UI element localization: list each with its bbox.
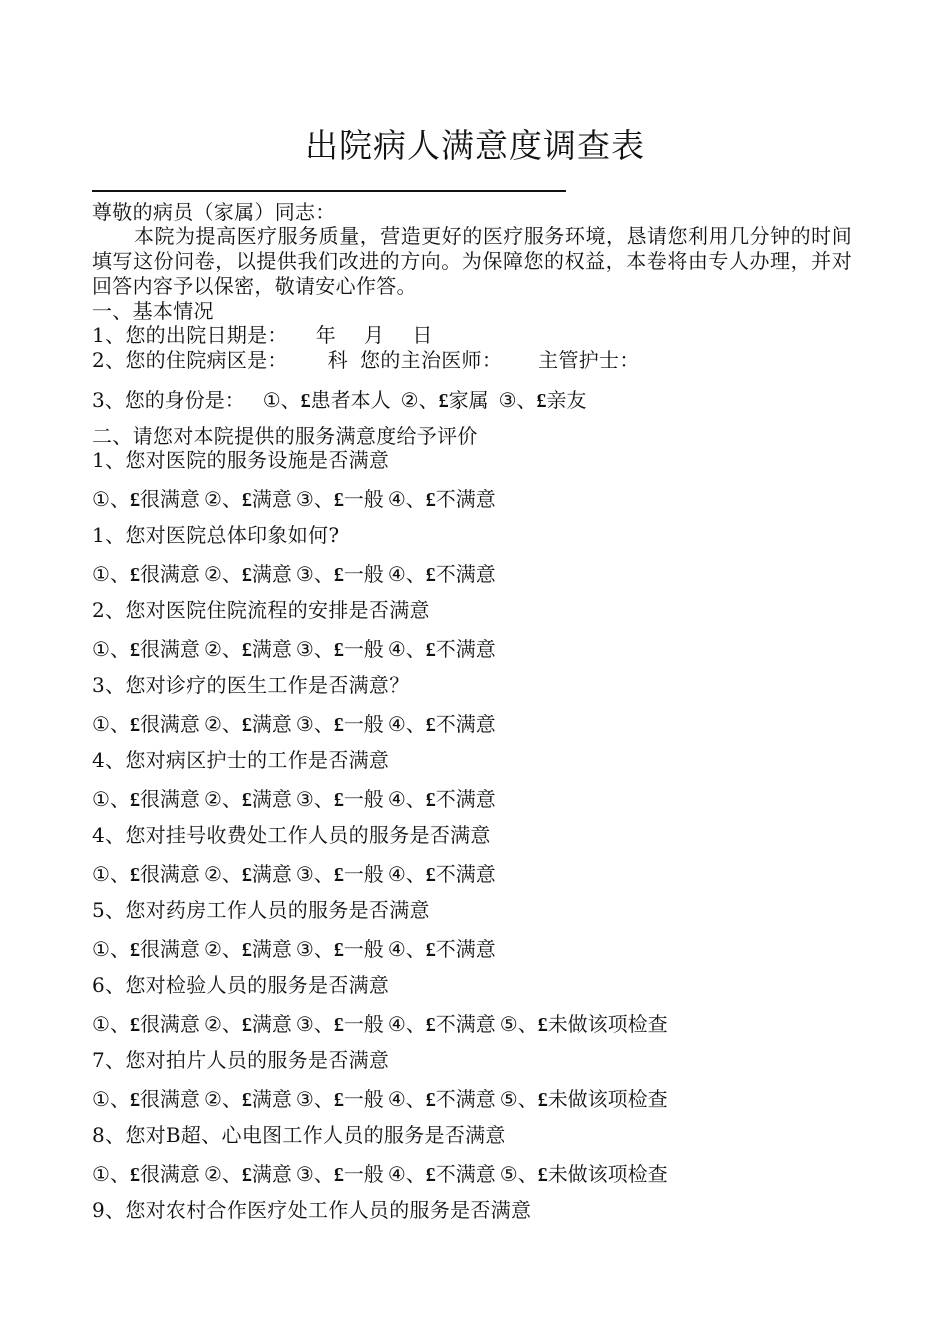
option-label: 很满意	[139, 862, 200, 886]
option-separator: 、	[313, 1012, 334, 1036]
option-label: 满意	[251, 562, 292, 586]
option-separator: 、	[313, 1162, 334, 1186]
option-number: ③	[295, 787, 314, 811]
option-number: ④	[387, 1012, 406, 1036]
option-3[interactable]	[296, 785, 384, 814]
question-text: 5、您对药房工作人员的服务是否满意	[92, 898, 430, 922]
option-label: 家属	[448, 388, 489, 412]
option-number: ③	[295, 562, 314, 586]
option-number: ③	[295, 637, 314, 661]
option-4[interactable]	[388, 1160, 496, 1189]
option-number: ②	[203, 937, 222, 961]
option-4[interactable]	[388, 560, 496, 589]
option-label: 满意	[251, 1087, 292, 1111]
option-label: 不满意	[435, 487, 496, 511]
option-separator: 、	[517, 1012, 538, 1036]
option-label: 一般	[343, 712, 384, 736]
option-separator: 、	[313, 787, 334, 811]
option-4[interactable]	[388, 710, 496, 739]
question-text: 1、您对医院的服务设施是否满意	[92, 448, 390, 472]
checkbox-icon[interactable]: £	[425, 1164, 436, 1186]
option-number: ①	[92, 637, 110, 661]
answer-options	[92, 485, 500, 514]
option-label: 一般	[343, 487, 384, 511]
option-2[interactable]	[204, 785, 292, 814]
question-text: 9、您对农村合作医疗处工作人员的服务是否满意	[92, 1198, 532, 1222]
identity-options	[263, 388, 597, 412]
option-1[interactable]	[92, 1160, 200, 1189]
ward-label: 2、您的住院病区是：	[92, 348, 288, 372]
option-separator: 、	[405, 787, 426, 811]
option-number: ④	[387, 1162, 406, 1186]
option-label: 不满意	[435, 787, 496, 811]
intro-paragraph: 本院为提高医疗服务质量，营造更好的医疗服务环境，恳请您利用几分钟的时间填写这份问卷，以提供我们改进的方向。为保障您的权益，本卷将由专人办理，并对回答内容予以保密，敬请安心作答。	[92, 224, 852, 298]
title-underline	[92, 190, 566, 192]
option-separator: 、	[280, 388, 301, 412]
option-label: 很满意	[139, 787, 200, 811]
answer-options	[92, 1010, 672, 1039]
checkbox-icon[interactable]: £	[241, 714, 252, 736]
option-label: 不满意	[435, 637, 496, 661]
option-2[interactable]	[204, 485, 292, 514]
option-label: 一般	[343, 787, 384, 811]
option-number: ②	[400, 388, 419, 412]
option-separator: 、	[516, 388, 537, 412]
question-ward	[92, 347, 640, 373]
nurse-field[interactable]: 主管护士：	[538, 348, 640, 372]
question-identity	[92, 386, 597, 415]
checkbox-icon[interactable]: £	[425, 1089, 436, 1111]
option-separator: 、	[221, 562, 242, 586]
option-label: 一般	[343, 562, 384, 586]
option-number: ②	[203, 787, 222, 811]
option-separator: 、	[405, 1012, 426, 1036]
option-2[interactable]	[204, 935, 292, 964]
option-number: ④	[387, 637, 406, 661]
option-3[interactable]	[296, 1085, 384, 1114]
checkbox-icon[interactable]: £	[537, 1014, 548, 1036]
option-separator: 、	[405, 1087, 426, 1111]
option-label: 未做该项检查	[547, 1162, 668, 1186]
option-4[interactable]	[388, 860, 496, 889]
option-label: 很满意	[139, 637, 200, 661]
discharge-date-label: 1、您的出院日期是：	[92, 323, 288, 347]
option-5[interactable]	[500, 1085, 668, 1114]
option-3[interactable]	[499, 386, 587, 415]
option-1[interactable]	[92, 1085, 200, 1114]
option-separator: 、	[405, 862, 426, 886]
option-separator: 、	[405, 937, 426, 961]
checkbox-icon[interactable]: £	[333, 1014, 344, 1036]
question-text: 1、您对医院总体印象如何?	[92, 523, 340, 547]
option-separator: 、	[109, 937, 130, 961]
checkbox-icon[interactable]: £	[129, 1164, 140, 1186]
checkbox-icon[interactable]: £	[425, 714, 436, 736]
option-1[interactable]	[92, 560, 200, 589]
option-1[interactable]	[263, 386, 391, 415]
question-text: 4、您对病区护士的工作是否满意	[92, 748, 390, 772]
option-3[interactable]	[296, 560, 384, 589]
option-1[interactable]	[92, 485, 200, 514]
option-separator: 、	[418, 388, 439, 412]
page-title: 出院病人满意度调查表	[305, 126, 645, 165]
option-separator: 、	[221, 1162, 242, 1186]
checkbox-icon[interactable]: £	[129, 639, 140, 661]
checkbox-icon[interactable]: £	[333, 789, 344, 811]
option-separator: 、	[405, 487, 426, 511]
option-5[interactable]	[500, 1160, 668, 1189]
answer-options	[92, 785, 500, 814]
option-label: 不满意	[435, 937, 496, 961]
option-separator: 、	[109, 637, 130, 661]
option-label: 满意	[251, 1162, 292, 1186]
checkbox-icon[interactable]: £	[333, 939, 344, 961]
option-number: ①	[92, 1087, 110, 1111]
option-number: ③	[295, 487, 314, 511]
option-separator: 、	[109, 862, 130, 886]
checkbox-icon[interactable]: £	[537, 1089, 548, 1111]
checkbox-icon[interactable]: £	[241, 1089, 252, 1111]
option-separator: 、	[313, 862, 334, 886]
checkbox-icon[interactable]: £	[129, 714, 140, 736]
option-separator: 、	[313, 562, 334, 586]
option-label: 不满意	[435, 712, 496, 736]
question-text: 7、您对拍片人员的服务是否满意	[92, 1048, 390, 1072]
checkbox-icon[interactable]: £	[333, 639, 344, 661]
option-separator: 、	[405, 1162, 426, 1186]
checkbox-icon[interactable]: £	[333, 714, 344, 736]
option-separator: 、	[109, 1012, 130, 1036]
option-separator: 、	[517, 1087, 538, 1111]
option-number: ⑤	[499, 1087, 518, 1111]
option-1[interactable]	[92, 1010, 200, 1039]
option-separator: 、	[221, 487, 242, 511]
option-label: 患者本人	[310, 388, 391, 412]
answer-options	[92, 560, 500, 589]
checkbox-icon[interactable]: £	[241, 564, 252, 586]
checkbox-icon[interactable]: £	[333, 489, 344, 511]
option-label: 一般	[343, 1087, 384, 1111]
option-2[interactable]	[204, 560, 292, 589]
option-3[interactable]	[296, 1010, 384, 1039]
option-number: ③	[295, 1087, 314, 1111]
section2-heading: 二、请您对本院提供的服务满意度给予评价	[92, 424, 478, 448]
option-label: 不满意	[435, 1162, 496, 1186]
option-number: ②	[203, 487, 222, 511]
option-label: 未做该项检查	[547, 1087, 668, 1111]
option-5[interactable]	[500, 1010, 668, 1039]
option-number: ②	[203, 1162, 222, 1186]
question-discharge-date	[92, 322, 433, 348]
answer-options	[92, 635, 500, 664]
option-label: 一般	[343, 1162, 384, 1186]
option-separator: 、	[221, 787, 242, 811]
option-label: 很满意	[139, 1087, 200, 1111]
option-label: 满意	[251, 1012, 292, 1036]
checkbox-icon[interactable]: £	[425, 1014, 436, 1036]
option-separator: 、	[313, 1087, 334, 1111]
option-number: ①	[92, 937, 110, 961]
option-label: 很满意	[139, 712, 200, 736]
option-label: 满意	[251, 637, 292, 661]
option-number: ④	[387, 487, 406, 511]
checkbox-icon[interactable]: £	[129, 789, 140, 811]
option-label: 一般	[343, 862, 384, 886]
option-number: ②	[203, 712, 222, 736]
option-3[interactable]	[296, 485, 384, 514]
option-4[interactable]	[388, 785, 496, 814]
checkbox-icon[interactable]: £	[241, 939, 252, 961]
option-number: ④	[387, 937, 406, 961]
option-2[interactable]	[204, 1160, 292, 1189]
option-separator: 、	[221, 712, 242, 736]
checkbox-icon[interactable]: £	[425, 939, 436, 961]
option-2[interactable]	[204, 710, 292, 739]
option-2[interactable]	[204, 635, 292, 664]
option-number: ②	[203, 862, 222, 886]
day-field[interactable]: 日	[412, 323, 433, 347]
option-separator: 、	[313, 637, 334, 661]
option-3[interactable]	[296, 935, 384, 964]
checkbox-icon[interactable]: £	[241, 864, 252, 886]
option-3[interactable]	[296, 1160, 384, 1189]
identity-label: 3、您的身份是：	[92, 388, 245, 412]
option-separator: 、	[313, 937, 334, 961]
checkbox-icon[interactable]: £	[241, 789, 252, 811]
answer-options	[92, 710, 500, 739]
option-3[interactable]	[296, 635, 384, 664]
option-number: ③	[295, 1012, 314, 1036]
checkbox-icon[interactable]: £	[129, 864, 140, 886]
option-2[interactable]	[401, 386, 489, 415]
option-label: 满意	[251, 937, 292, 961]
checkbox-icon[interactable]: £	[129, 939, 140, 961]
answer-options	[92, 1160, 672, 1189]
question-text: 4、您对挂号收费处工作人员的服务是否满意	[92, 823, 491, 847]
question-text: 2、您对医院住院流程的安排是否满意	[92, 598, 430, 622]
option-2[interactable]	[204, 1010, 292, 1039]
option-number: ③	[295, 862, 314, 886]
option-number: ③	[295, 937, 314, 961]
option-1[interactable]	[92, 935, 200, 964]
option-2[interactable]	[204, 860, 292, 889]
option-number: ①	[262, 388, 281, 412]
answer-options	[92, 1085, 672, 1114]
checkbox-icon[interactable]: £	[333, 864, 344, 886]
option-label: 满意	[251, 787, 292, 811]
option-separator: 、	[221, 637, 242, 661]
option-label: 很满意	[139, 562, 200, 586]
option-number: ④	[387, 787, 406, 811]
option-number: ②	[203, 562, 222, 586]
option-label: 满意	[251, 712, 292, 736]
option-number: ②	[203, 1012, 222, 1036]
option-3[interactable]	[296, 710, 384, 739]
option-number: ①	[92, 562, 110, 586]
option-1[interactable]	[92, 785, 200, 814]
option-label: 亲友	[546, 388, 587, 412]
option-number: ④	[387, 562, 406, 586]
year-field[interactable]: 年	[315, 323, 337, 347]
option-label: 很满意	[139, 487, 200, 511]
option-number: ③	[295, 1162, 314, 1186]
option-number: ④	[387, 862, 406, 886]
option-separator: 、	[221, 862, 242, 886]
checkbox-icon[interactable]: £	[425, 789, 436, 811]
option-4[interactable]	[388, 1010, 496, 1039]
option-label: 不满意	[435, 862, 496, 886]
option-label: 很满意	[139, 1162, 200, 1186]
option-number: ④	[387, 1087, 406, 1111]
option-label: 不满意	[435, 1012, 496, 1036]
option-separator: 、	[405, 637, 426, 661]
option-label: 不满意	[435, 562, 496, 586]
option-1[interactable]	[92, 860, 200, 889]
option-separator: 、	[109, 1162, 130, 1186]
answer-options	[92, 860, 500, 889]
month-field[interactable]: 月	[364, 323, 385, 347]
checkbox-icon[interactable]: £	[129, 489, 140, 511]
option-label: 未做该项检查	[547, 1012, 668, 1036]
option-separator: 、	[405, 712, 426, 736]
checkbox-icon[interactable]: £	[241, 489, 252, 511]
checkbox-icon[interactable]: £	[425, 564, 436, 586]
checkbox-icon[interactable]: £	[300, 390, 311, 412]
option-number: ①	[92, 1012, 110, 1036]
option-label: 一般	[343, 937, 384, 961]
option-separator: 、	[109, 1087, 130, 1111]
option-label: 满意	[251, 487, 292, 511]
option-separator: 、	[109, 787, 130, 811]
checkbox-icon[interactable]: £	[536, 390, 547, 412]
checkbox-icon[interactable]: £	[333, 1164, 344, 1186]
option-separator: 、	[109, 487, 130, 511]
option-number: ③	[498, 388, 517, 412]
checkbox-icon[interactable]: £	[241, 639, 252, 661]
checkbox-icon[interactable]: £	[129, 564, 140, 586]
option-label: 不满意	[435, 1087, 496, 1111]
checkbox-icon[interactable]: £	[241, 1014, 252, 1036]
option-number: ①	[92, 712, 110, 736]
option-2[interactable]	[204, 1085, 292, 1114]
doctor-field[interactable]: 您的主治医师：	[360, 348, 503, 372]
option-1[interactable]	[92, 635, 200, 664]
option-separator: 、	[221, 937, 242, 961]
option-number: ⑤	[499, 1162, 518, 1186]
option-4[interactable]	[388, 485, 496, 514]
option-separator: 、	[405, 562, 426, 586]
answer-options	[92, 935, 500, 964]
checkbox-icon[interactable]: £	[537, 1164, 548, 1186]
option-number: ④	[387, 712, 406, 736]
checkbox-icon[interactable]: £	[129, 1014, 140, 1036]
checkbox-icon[interactable]: £	[425, 489, 436, 511]
checkbox-icon[interactable]: £	[425, 864, 436, 886]
option-separator: 、	[221, 1012, 242, 1036]
option-label: 一般	[343, 637, 384, 661]
option-number: ②	[203, 637, 222, 661]
checkbox-icon[interactable]: £	[129, 1089, 140, 1111]
option-4[interactable]	[388, 1085, 496, 1114]
option-separator: 、	[221, 1087, 242, 1111]
section1-heading: 一、基本情况	[92, 299, 214, 323]
department-field[interactable]: 科	[327, 348, 349, 372]
option-number: ①	[92, 487, 110, 511]
option-label: 很满意	[139, 937, 200, 961]
option-label: 一般	[343, 1012, 384, 1036]
option-1[interactable]	[92, 710, 200, 739]
salutation: 尊敬的病员（家属）同志：	[92, 200, 336, 224]
question-text: 6、您对检验人员的服务是否满意	[92, 973, 390, 997]
option-separator: 、	[313, 487, 334, 511]
option-number: ①	[92, 862, 110, 886]
option-separator: 、	[109, 562, 130, 586]
checkbox-icon[interactable]: £	[425, 639, 436, 661]
option-number: ①	[92, 787, 110, 811]
question-text: 3、您对诊疗的医生工作是否满意？	[92, 673, 410, 697]
option-number: ②	[203, 1087, 222, 1111]
checkbox-icon[interactable]: £	[241, 1164, 252, 1186]
checkbox-icon[interactable]: £	[333, 564, 344, 586]
option-separator: 、	[109, 712, 130, 736]
option-separator: 、	[313, 712, 334, 736]
question-text: 8、您对B超、心电图工作人员的服务是否满意	[92, 1123, 506, 1147]
checkbox-icon[interactable]: £	[333, 1089, 344, 1111]
checkbox-icon[interactable]: £	[438, 390, 449, 412]
option-3[interactable]	[296, 860, 384, 889]
option-number: ①	[92, 1162, 110, 1186]
option-label: 很满意	[139, 1012, 200, 1036]
option-4[interactable]	[388, 935, 496, 964]
option-4[interactable]	[388, 635, 496, 664]
option-number: ③	[295, 712, 314, 736]
option-label: 满意	[251, 862, 292, 886]
option-number: ⑤	[499, 1012, 518, 1036]
option-separator: 、	[517, 1162, 538, 1186]
